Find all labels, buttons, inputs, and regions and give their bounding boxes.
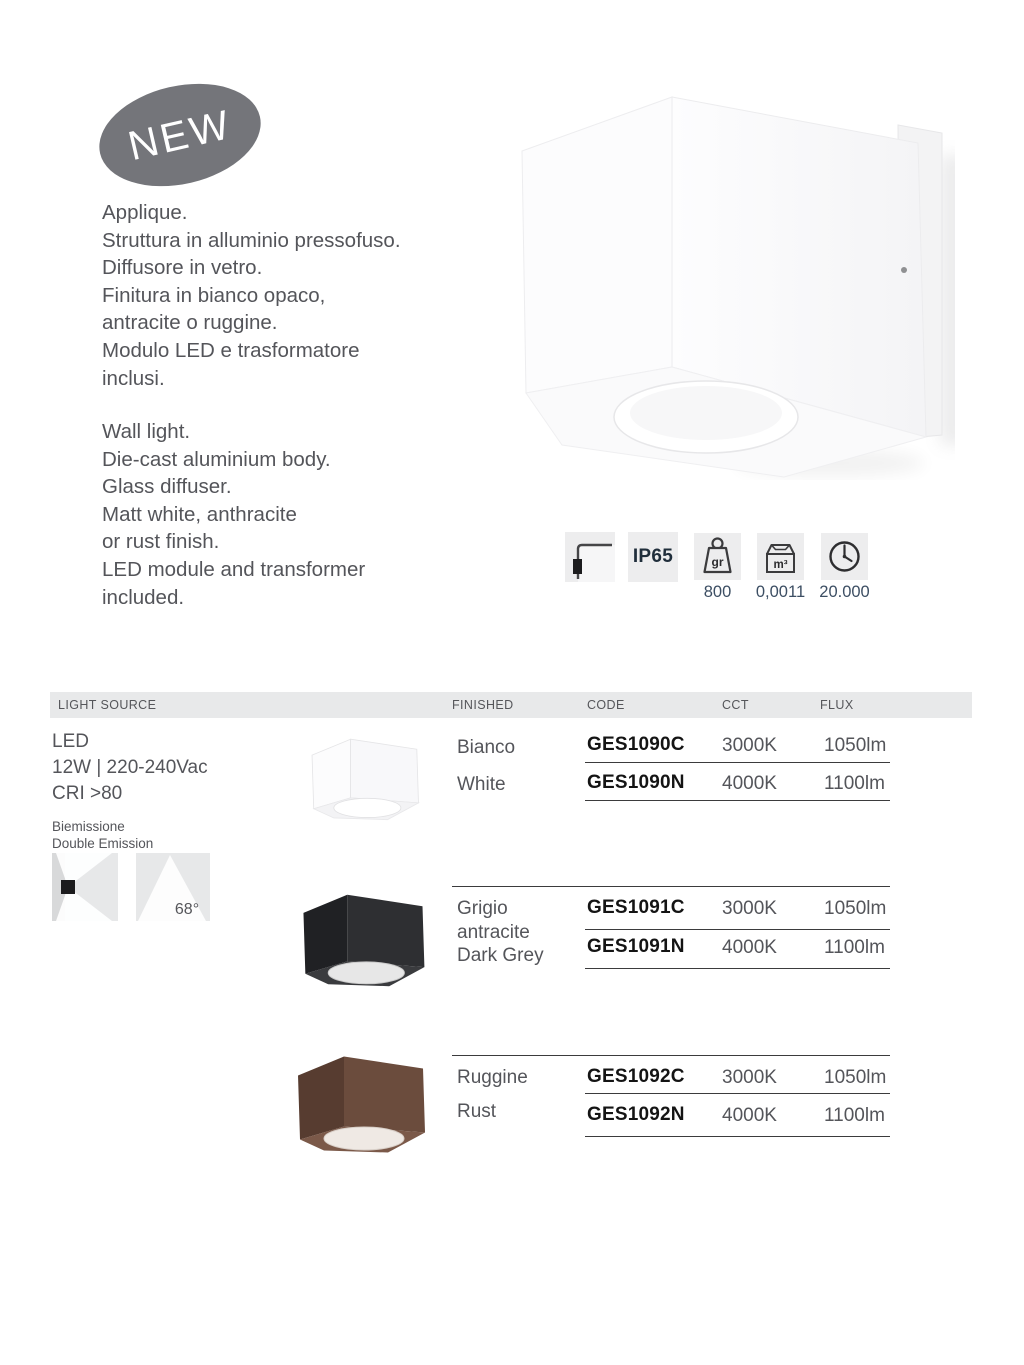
cct-value: 4000K xyxy=(722,1105,777,1126)
lifetime-clock-icon xyxy=(821,533,868,580)
desc-it-line: Modulo LED e trasformatore xyxy=(102,338,360,362)
flux-value: 1100lm xyxy=(824,1105,885,1126)
lifetime-value: 20.000 xyxy=(819,583,870,601)
fixture-marker xyxy=(61,880,75,894)
finish-name-en: Rust xyxy=(457,1101,497,1122)
spec-line: LED xyxy=(52,731,89,752)
wall-mount-icon xyxy=(565,532,615,582)
header-light-source: LIGHT SOURCE xyxy=(58,698,157,712)
volume-icon xyxy=(757,533,804,580)
finish-name-it: Bianco xyxy=(457,737,516,758)
double-emission-diagram xyxy=(52,853,118,921)
finish-name-it: Grigio antracite xyxy=(457,898,530,943)
row-divider xyxy=(585,968,890,969)
volume-unit-label: m³ xyxy=(773,559,788,571)
desc-it-line: Applique. xyxy=(102,201,188,224)
desc-it-line: inclusi. xyxy=(102,366,165,390)
desc-en-line: LED module and transformer xyxy=(102,557,366,581)
thumbnail-rust-cube xyxy=(290,1048,430,1160)
row-divider xyxy=(585,1093,890,1094)
cct-value: 4000K xyxy=(722,773,777,794)
product-code: GES1091C xyxy=(587,897,685,918)
cct-value: 3000K xyxy=(722,1067,777,1088)
desc-it-line: antracite o ruggine. xyxy=(102,311,278,335)
flux-value: 1100lm xyxy=(824,773,885,794)
cct-value: 3000K xyxy=(722,735,777,756)
spec-line: 12W | 220-240Vac xyxy=(52,757,208,778)
new-badge xyxy=(89,69,271,201)
finish-name-it: Ruggine xyxy=(457,1067,528,1088)
desc-en-line: or rust finish. xyxy=(102,530,220,554)
beam-angle-value: 68° xyxy=(174,901,200,918)
flux-value: 1100lm xyxy=(824,937,885,958)
product-code: GES1090C xyxy=(587,734,685,755)
desc-en-line: Matt white, anthracite xyxy=(102,502,297,526)
light-source-specs xyxy=(52,729,208,807)
thumbnail-white-cube xyxy=(298,735,430,823)
desc-it-line: Finitura in bianco opaco, xyxy=(102,283,326,307)
row-divider xyxy=(585,1136,890,1137)
cct-value: 3000K xyxy=(722,898,777,919)
description-english xyxy=(102,418,365,611)
beam-angle-diagram xyxy=(136,853,210,921)
finish-name-en: White xyxy=(457,774,506,795)
thumbnail-dark-cube xyxy=(295,890,430,990)
group-divider xyxy=(452,1055,890,1056)
group-divider xyxy=(452,886,890,887)
weight-value: 800 xyxy=(703,583,732,601)
weight-unit-label: gr xyxy=(711,555,724,569)
glass-diffuser-inner xyxy=(630,386,782,440)
desc-en-line: Wall light. xyxy=(102,420,191,443)
product-code: GES1092C xyxy=(587,1066,685,1087)
desc-it-line: Struttura in alluminio pressofuso. xyxy=(102,228,401,252)
product-code: GES1091N xyxy=(587,936,685,957)
product-photo xyxy=(500,85,955,480)
ip-rating-badge xyxy=(628,532,678,582)
header-cct: CCT xyxy=(722,698,749,712)
row-divider xyxy=(585,800,890,801)
row-divider xyxy=(585,762,890,763)
emission-label-en: Double Emission xyxy=(52,836,154,851)
new-badge-label: NEW xyxy=(123,100,237,169)
clock-glyph xyxy=(821,533,868,580)
header-code: CODE xyxy=(587,698,625,712)
desc-en-line: Die-cast aluminium body. xyxy=(102,447,331,471)
desc-it-line: Diffusore in vetro. xyxy=(102,256,263,280)
cct-value: 4000K xyxy=(722,937,777,958)
flux-value: 1050lm xyxy=(824,898,887,919)
emission-label-it: Biemissione xyxy=(52,819,125,834)
ip-rating-label: IP65 xyxy=(632,546,674,567)
volume-glyph xyxy=(757,533,804,580)
spec-line: CRI >80 xyxy=(52,783,123,804)
flux-value: 1050lm xyxy=(824,735,887,756)
header-finished: FINISHED xyxy=(452,698,514,712)
weight-icon xyxy=(694,533,741,580)
flux-value: 1050lm xyxy=(824,1067,887,1088)
description-italian xyxy=(102,199,401,392)
product-code: GES1092N xyxy=(587,1104,685,1125)
weight-glyph xyxy=(694,533,741,580)
header-flux: FLUX xyxy=(820,698,854,712)
wall-mount-glyph xyxy=(565,532,615,582)
screw-detail xyxy=(901,267,907,273)
table-header-band xyxy=(50,692,972,718)
product-code: GES1090N xyxy=(587,772,685,793)
desc-en-line: included. xyxy=(102,585,185,609)
row-divider xyxy=(585,929,890,930)
cube-left-face xyxy=(522,97,672,393)
volume-value: 0,0011 xyxy=(755,583,806,601)
finish-name-en: Dark Grey xyxy=(457,945,544,966)
desc-en-line: Glass diffuser. xyxy=(102,475,232,499)
